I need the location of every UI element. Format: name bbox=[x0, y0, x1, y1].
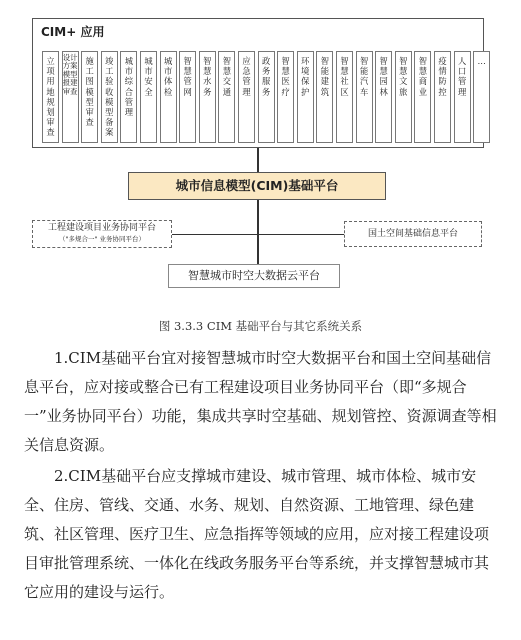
app-item: 智慧交通 bbox=[218, 51, 235, 143]
paragraph-1: 1.CIM基础平台宜对接智慧城市时空大数据平台和国土空间基础信息平台，应对接或整合已有工程建设项目业务协同平台（即“多规合一”业务协同平台）功能，集成共享时空基础、规划管控、资源调查等相关信息资源。 bbox=[24, 349, 497, 454]
project-platform-box bbox=[32, 220, 172, 248]
app-item: 施工图模型审查 bbox=[81, 51, 98, 143]
cim-plus-apps-box bbox=[32, 18, 484, 148]
apps-title: CIM+ 应用 bbox=[41, 25, 105, 39]
app-item: 设计方案模型报建审查 bbox=[62, 51, 79, 143]
app-item: 智能汽车 bbox=[356, 51, 373, 143]
app-item: 智能建筑 bbox=[316, 51, 333, 143]
app-item: 环境保护 bbox=[297, 51, 314, 143]
figure-caption: 图 3.3.3 CIM 基础平台与其它系统关系 bbox=[158, 319, 363, 333]
app-item: 智慧园林 bbox=[375, 51, 392, 143]
app-item: 政务服务 bbox=[258, 51, 275, 143]
project-platform-sublabel: （"多规合一" 业务协同平台） bbox=[58, 235, 146, 243]
app-item: 应急管理 bbox=[238, 51, 255, 143]
land-platform-box: 国土空间基础信息平台 bbox=[344, 221, 482, 247]
app-item: 城市综合管理 bbox=[120, 51, 137, 143]
app-item: 竣工验收模型备案 bbox=[101, 51, 118, 143]
app-item: 人口管理 bbox=[454, 51, 471, 143]
project-platform-label: 工程建设项目业务协同平台 bbox=[47, 223, 156, 233]
app-item: 智慧管网 bbox=[179, 51, 196, 143]
app-item: 立项用地规划审查 bbox=[42, 51, 59, 143]
app-item: 疫情防控 bbox=[434, 51, 451, 143]
app-item: 城市体检 bbox=[160, 51, 177, 143]
app-item: … bbox=[473, 51, 490, 143]
connector-apps-cim bbox=[257, 148, 259, 172]
app-item: 城市安全 bbox=[140, 51, 157, 143]
cloud-platform-box: 智慧城市时空大数据云平台 bbox=[168, 264, 340, 288]
app-item: 智慧商业 bbox=[414, 51, 431, 143]
app-item: 智慧医疗 bbox=[277, 51, 294, 143]
cim-platform-box: 城市信息模型(CIM)基础平台 bbox=[128, 172, 386, 200]
system-diagram bbox=[0, 0, 521, 300]
app-item: 智慧水务 bbox=[199, 51, 216, 143]
paragraph-2: 2.CIM基础平台应支撑城市建设、城市管理、城市体检、城市安全、住房、管线、交通、水务、规划、自然资源、工地管理、绿色建筑、社区管理、医疗卫生、应急指挥等领域的应用，应对接工程建设项目审批管理系统、一体化在线政务服务平台等系统，并支撑智慧城市其它应用的建设与运行。 bbox=[24, 467, 490, 601]
connector-project-cim bbox=[172, 234, 258, 235]
connector-cim-cloud bbox=[257, 200, 259, 264]
connector-cim-land bbox=[258, 234, 344, 235]
app-item: 智慧文旅 bbox=[395, 51, 412, 143]
app-item: 智慧社区 bbox=[336, 51, 353, 143]
